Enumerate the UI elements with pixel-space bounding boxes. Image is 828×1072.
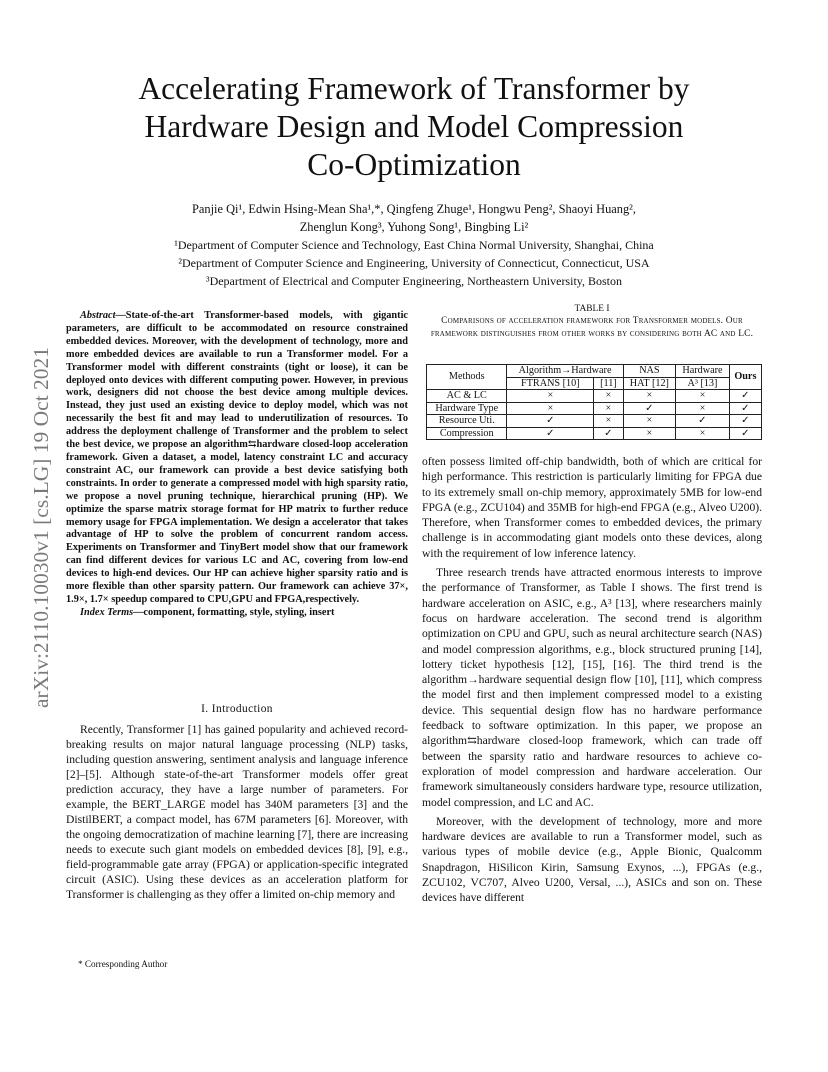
affiliations	[60, 236, 768, 290]
abstract-label: Abstract	[80, 310, 116, 321]
table-header-row	[427, 365, 762, 378]
table-cell: ✓	[623, 402, 675, 415]
header-a3: A³ [13]	[676, 377, 730, 390]
table-row	[427, 427, 762, 440]
right-paragraph-2: Three research trends have attracted enormous interests to improve the performance of Transformer, as Table I shows. The first trend is hardware acceleration on ASIC, e.g., A³ [13], where researchers mainly focus on hardware acceleration. The second trend is algorithm optimization on CPU and GPU, such as neural architecture search (NAS) and model compression algorithms, e.g., block structured pruning [14], lottery ticket hypothesis [12], [15], [16]. The third trend is the algorithm→hardware sequential design flow [10], [11], which compress the model first and then implement compressed model to a existing device. This sequential design flow has no hardware performance feedback to software optimization. In this paper, we propose an algorithm⇆hardware closed-loop framework, which can trade off between the sparsity ratio and hardware resources to achieve co-exploration of model compression and hardware acceleration. Our framework simultaneously considers hardware type, resource utilization, model compression, and LC and AC.	[422, 566, 762, 809]
table-label: TABLE I	[574, 304, 610, 314]
affiliation-3: ³Department of Electrical and Computer Engineering, Northeastern University, Boston	[205, 274, 623, 288]
paper-title	[60, 70, 768, 184]
title-line-2: Hardware Design and Model Compression	[144, 109, 684, 144]
table-cell: ×	[676, 390, 730, 403]
header-group-hardware: Hardware	[676, 365, 730, 378]
table-cell: ×	[623, 415, 675, 428]
index-terms-label: Index Terms	[80, 606, 134, 618]
header-ref11: [11]	[594, 377, 623, 390]
affiliation-2: ²Department of Computer Science and Engineering, University of Connecticut, Connecticut, USA	[178, 256, 650, 270]
table-caption	[422, 303, 762, 340]
authors-line-1: Panjie Qi¹, Edwin Hsing-Mean Sha¹,*, Qingfeng Zhuge¹, Hongwu Peng², Shaoyi Huang²,	[192, 202, 636, 216]
authors-line-2: Zhenglun Kong³, Yuhong Song¹, Bingbing Li²	[299, 220, 529, 234]
row-label: AC & LC	[427, 390, 507, 403]
row-label: Hardware Type	[427, 402, 507, 415]
table-cell: ×	[623, 390, 675, 403]
table-cell: ×	[507, 390, 594, 403]
header-hat: HAT [12]	[623, 377, 675, 390]
table-cell: ✓	[676, 415, 730, 428]
intro-paragraph	[66, 722, 408, 902]
table-cell: ×	[623, 427, 675, 440]
table-cell: ×	[507, 402, 594, 415]
affiliation-1: ¹Department of Computer Science and Technology, East China Normal University, Shanghai, China	[174, 238, 654, 252]
table-cell: ×	[676, 427, 730, 440]
table-cell: ×	[594, 390, 623, 403]
header-ours: Ours	[729, 365, 761, 390]
footnote: * Corresponding Author	[78, 959, 168, 969]
table-cell: ×	[594, 415, 623, 428]
table-cell: ✓	[729, 427, 761, 440]
table-cell: ✓	[507, 427, 594, 440]
table-cell: ✓	[729, 390, 761, 403]
abstract-text: —State-of-the-art Transformer-based models, with gigantic parameters, are difficult to be accommodated on resource constrained embedded devices. Moreover, with the development of technology, more and more embedded devices are available to run a Transformer model. For a Transformer model with different constraints (tight or loose), it can be deployed onto devices with different computing power. However, in previous work, designers did not choose the best device among multiple devices. Instead, they just used an existing device to deploy model, which was not necessarily the best fit and may lead to underutilization of resources. To address the deployment challenge of Transformer and the problem to select the best device, we propose an algorithm⇆hardware closed-loop acceleration framework. Given a dataset, a model, latency constraint LC and accuracy constraint AC, our framework can provide a best device satisfying both constraints. In order to generate a compressed model with high sparsity ratio, we propose a novel pruning technique, hierarchical pruning (HP). We optimize the sparse matrix storage format for HP matrix to further reduce memory usage for FPGA implementation. We design a accelerator that takes advantage of HP to solve the problem of concurrent random access. Experiments on Transformer and TinyBert model show that our framework can find different devices for various LC and AC, covering from low-end devices to high-end devices. Our HP can achieve higher sparsity ratio and is more flexible than other sparsity pattern. Our framework can achieve 37×, 1.9×, 1.7× speedup compared to CPU,GPU and FPGA,respectively.	[66, 310, 408, 605]
header-ftrans: FTRANS [10]	[507, 377, 594, 390]
table-cell: ×	[676, 402, 730, 415]
header-group-nas: NAS	[623, 365, 675, 378]
table-cell: ✓	[507, 415, 594, 428]
right-paragraph-3: Moreover, with the development of technology, more and more hardware devices are available to run a Transformer model, such as various types of mobile device (e.g., Apple Bionic, Qualcomm Snapdragon, HiSilicon Kirin, Samsung Exynos, ...), FPGAs (e.g., ZCU102, VC707, Alveo U200, Versal, ...), ASICs and son on. These devices have different	[422, 814, 762, 905]
arxiv-stamp-text: arXiv:2110.10030v1 [cs.LG] 19 Oct 2021	[29, 346, 53, 708]
row-label: Resource Uti.	[427, 415, 507, 428]
table-cell: ×	[594, 402, 623, 415]
comparison-table	[426, 364, 762, 440]
section-heading: I. Introduction	[201, 703, 273, 715]
table-row	[427, 402, 762, 415]
abstract	[66, 310, 408, 620]
table-row	[427, 415, 762, 428]
table-cell: ✓	[729, 415, 761, 428]
index-terms-text: —component, formatting, style, styling, insert	[133, 606, 335, 618]
arxiv-stamp	[6, 290, 66, 710]
table-caption-text: Comparisons of acceleration framework for Transformer models. Our framework distinguishes from other works by considering both AC and LC.	[430, 316, 754, 339]
table-cell: ✓	[594, 427, 623, 440]
author-list	[60, 200, 768, 236]
right-paragraph-1: often possess limited off-chip bandwidth, both of which are critical for high performance. This restriction is particularly limiting for FPGA due to its extremely small on-chip memory, approximately 5MB for low-end FPGA (e.g., ZCU104) and 35MB for high-end FPGA (e.g., Alveo U200). Therefore, when Transformer comes to embedded devices, the primary challenge is in accommodating giant models onto these devices, along with the requirement of low inference latency.	[422, 455, 762, 560]
title-line-1: Accelerating Framework of Transformer by	[138, 71, 690, 106]
header-methods: Methods	[427, 365, 507, 390]
title-line-3: Co-Optimization	[307, 147, 521, 182]
row-label: Compression	[427, 427, 507, 440]
table-cell: ✓	[729, 402, 761, 415]
right-column-body	[422, 454, 762, 906]
intro-text: Recently, Transformer [1] has gained popularity and achieved record-breaking results on major natural language processing (NLP) tasks, including question answering, sentiment analysis and language inference [2]–[5]. Although state-of-the-art Transformer models offer great prediction accuracy, they have a large number of parameters. For example, the BERT_LARGE model has 340M parameters [3] and the DistilBERT, a compact model, has 67M parameters [6]. Moreover, with the ongoing democratization of machine learning [7], there are increasing needs to execute such giant models on embedded devices [8], [9], e.g., field-programmable gate array (FPGA) or application-specific integrated circuit (ASIC). Using these devices as an acceleration platform for Transformer is challenging as they offer a limited on-chip memory and	[66, 723, 408, 901]
header-group-alg-hw: Algorithm→Hardware	[507, 365, 623, 378]
table-row	[427, 390, 762, 403]
